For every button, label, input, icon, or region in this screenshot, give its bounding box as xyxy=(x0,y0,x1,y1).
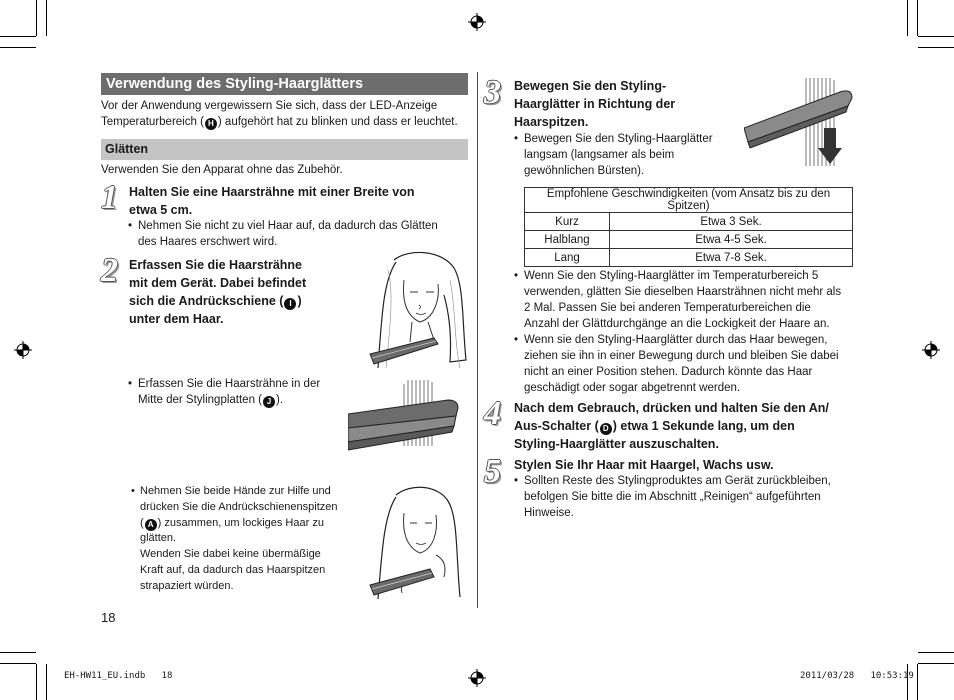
h-marker-icon: H xyxy=(205,118,217,130)
step-2-bullet-b: • Nehmen Sie beide Hände zur Hilfe und drücken Sie die Andrückschienenspitzen ( A ) zusammen, um lockiges Haar zu glätten. Wenden Sie dabei keine übermäßige Kraft auf, da dadurch das Haarspitzen strapaziert würden. xyxy=(131,485,338,592)
table-row: Lang Etwa 7-8 Sek. xyxy=(525,249,853,267)
crop-mark xyxy=(917,0,918,36)
step-2-bullet-a: • Erfassen Sie die Haarsträhne in der Mitte der Stylingplatten ( J ). xyxy=(138,376,338,408)
crop-mark xyxy=(0,663,36,664)
step-number: 1 xyxy=(101,179,118,216)
j-marker-icon: J xyxy=(263,396,275,408)
step-number: 3 xyxy=(484,74,501,111)
intro-text: Vor der Anwendung vergewissern Sie sich, dass der LED-Anzeige Temperaturbereich ( H ) aufgehört hat zu blinken und dass er leuchtet. xyxy=(101,100,458,128)
step-3-bullet: • Bewegen Sie den Styling-Haarglätter langsam (langsamer als beim gewöhnlichen Bürsten). xyxy=(524,131,729,179)
registration-mark-icon xyxy=(922,341,940,359)
footer-datetime: 2011/03/28 10:53:19 xyxy=(800,671,914,681)
step-1-text: Halten Sie eine Haarsträhne mit einer Breite von etwa 5 cm. xyxy=(129,185,415,217)
crop-mark xyxy=(917,664,918,700)
step-number: 5 xyxy=(484,453,501,490)
page-number: 18 xyxy=(101,610,116,625)
i-marker-icon: I xyxy=(284,298,296,310)
d-marker-icon: D xyxy=(600,423,612,435)
subsection-note: Verwenden Sie den Apparat ohne das Zubehör. xyxy=(101,164,343,176)
crop-mark xyxy=(0,652,36,653)
step-3-text: Bewegen Sie den Styling- Haarglätter in Richtung der Haarspitzen. xyxy=(514,79,676,129)
crop-mark xyxy=(36,664,37,700)
footer-file: EH-HW11_EU.indb 18 xyxy=(64,671,173,681)
crop-mark xyxy=(46,664,47,700)
column-divider xyxy=(477,72,478,608)
crop-mark xyxy=(907,0,908,36)
registration-mark-icon xyxy=(468,13,486,31)
crop-mark xyxy=(918,652,954,653)
crop-mark xyxy=(918,663,954,664)
step-number: 2 xyxy=(101,252,118,289)
registration-mark-icon xyxy=(468,669,486,687)
step-5-bullet: • Sollten Reste des Stylingproduktes am Gerät zurückbleiben, befolgen Sie bitte die im Abschnitt „Reinigen“ aufgeführten Hinweise. xyxy=(524,473,859,521)
crop-mark xyxy=(0,36,36,37)
a-marker-icon: A xyxy=(145,519,157,531)
crop-mark xyxy=(907,664,908,700)
crop-mark xyxy=(918,36,954,37)
step-2-text: Erfassen Sie die Haarsträhne mit dem Gerät. Dabei befindet sich die Andrückschiene ( I ) unter dem Haar. xyxy=(129,258,307,326)
subsection-title: Glätten xyxy=(101,139,468,160)
crop-mark xyxy=(0,47,36,48)
woman-straightening-hair-illustration xyxy=(364,250,469,372)
step-1-bullet: • Nehmen Sie nicht zu viel Haar auf, da dadurch das Glätten des Haares erschwert wird. xyxy=(138,218,468,250)
woman-both-hands-illustration xyxy=(366,485,466,601)
crop-mark xyxy=(46,0,47,36)
step-number: 4 xyxy=(484,395,501,432)
table-header: Empfohlene Geschwindigkeiten (vom Ansatz bis zu den Spitzen) xyxy=(525,188,853,213)
note-bullet: • Wenn Sie den Styling-Haarglätter im Temperaturbereich 5 verwenden, glätten Sie dieselben Haarsträhnen nicht mehr als 2 Mal. Passen Sie bei anderen Temperaturbereichen die Anzahl der Glättdurchgänge an die Lockigkeit der Haare an. xyxy=(524,268,859,332)
table-row: Kurz Etwa 3 Sek. xyxy=(525,213,853,231)
crop-mark xyxy=(918,47,954,48)
table-row: Halblang Etwa 4-5 Sek. xyxy=(525,231,853,249)
straightener-plates-illustration xyxy=(348,376,460,452)
straightener-direction-illustration xyxy=(744,76,856,172)
step-5-text: Stylen Sie Ihr Haar mit Haargel, Wachs usw. xyxy=(514,458,774,472)
step-4-text: Nach dem Gebrauch, drücken und halten Sie den An/ Aus-Schalter ( D ) etwa 1 Sekunde lang, um den Styling-Haarglätter auszuschalten. xyxy=(514,401,829,451)
crop-mark xyxy=(36,0,37,36)
speed-table xyxy=(524,187,853,267)
registration-mark-icon xyxy=(14,341,32,359)
section-title: Verwendung des Styling-Haarglätters xyxy=(101,73,468,95)
note-bullet: • Wenn sie den Styling-Haarglätter durch das Haar bewegen, ziehen sie ihn in einer Bewegung durch und bleiben Sie dabei nicht an einer Position stehen. Dadurch könnte das Haar geschädigt oder sogar abgetrennt werden. xyxy=(524,332,859,396)
